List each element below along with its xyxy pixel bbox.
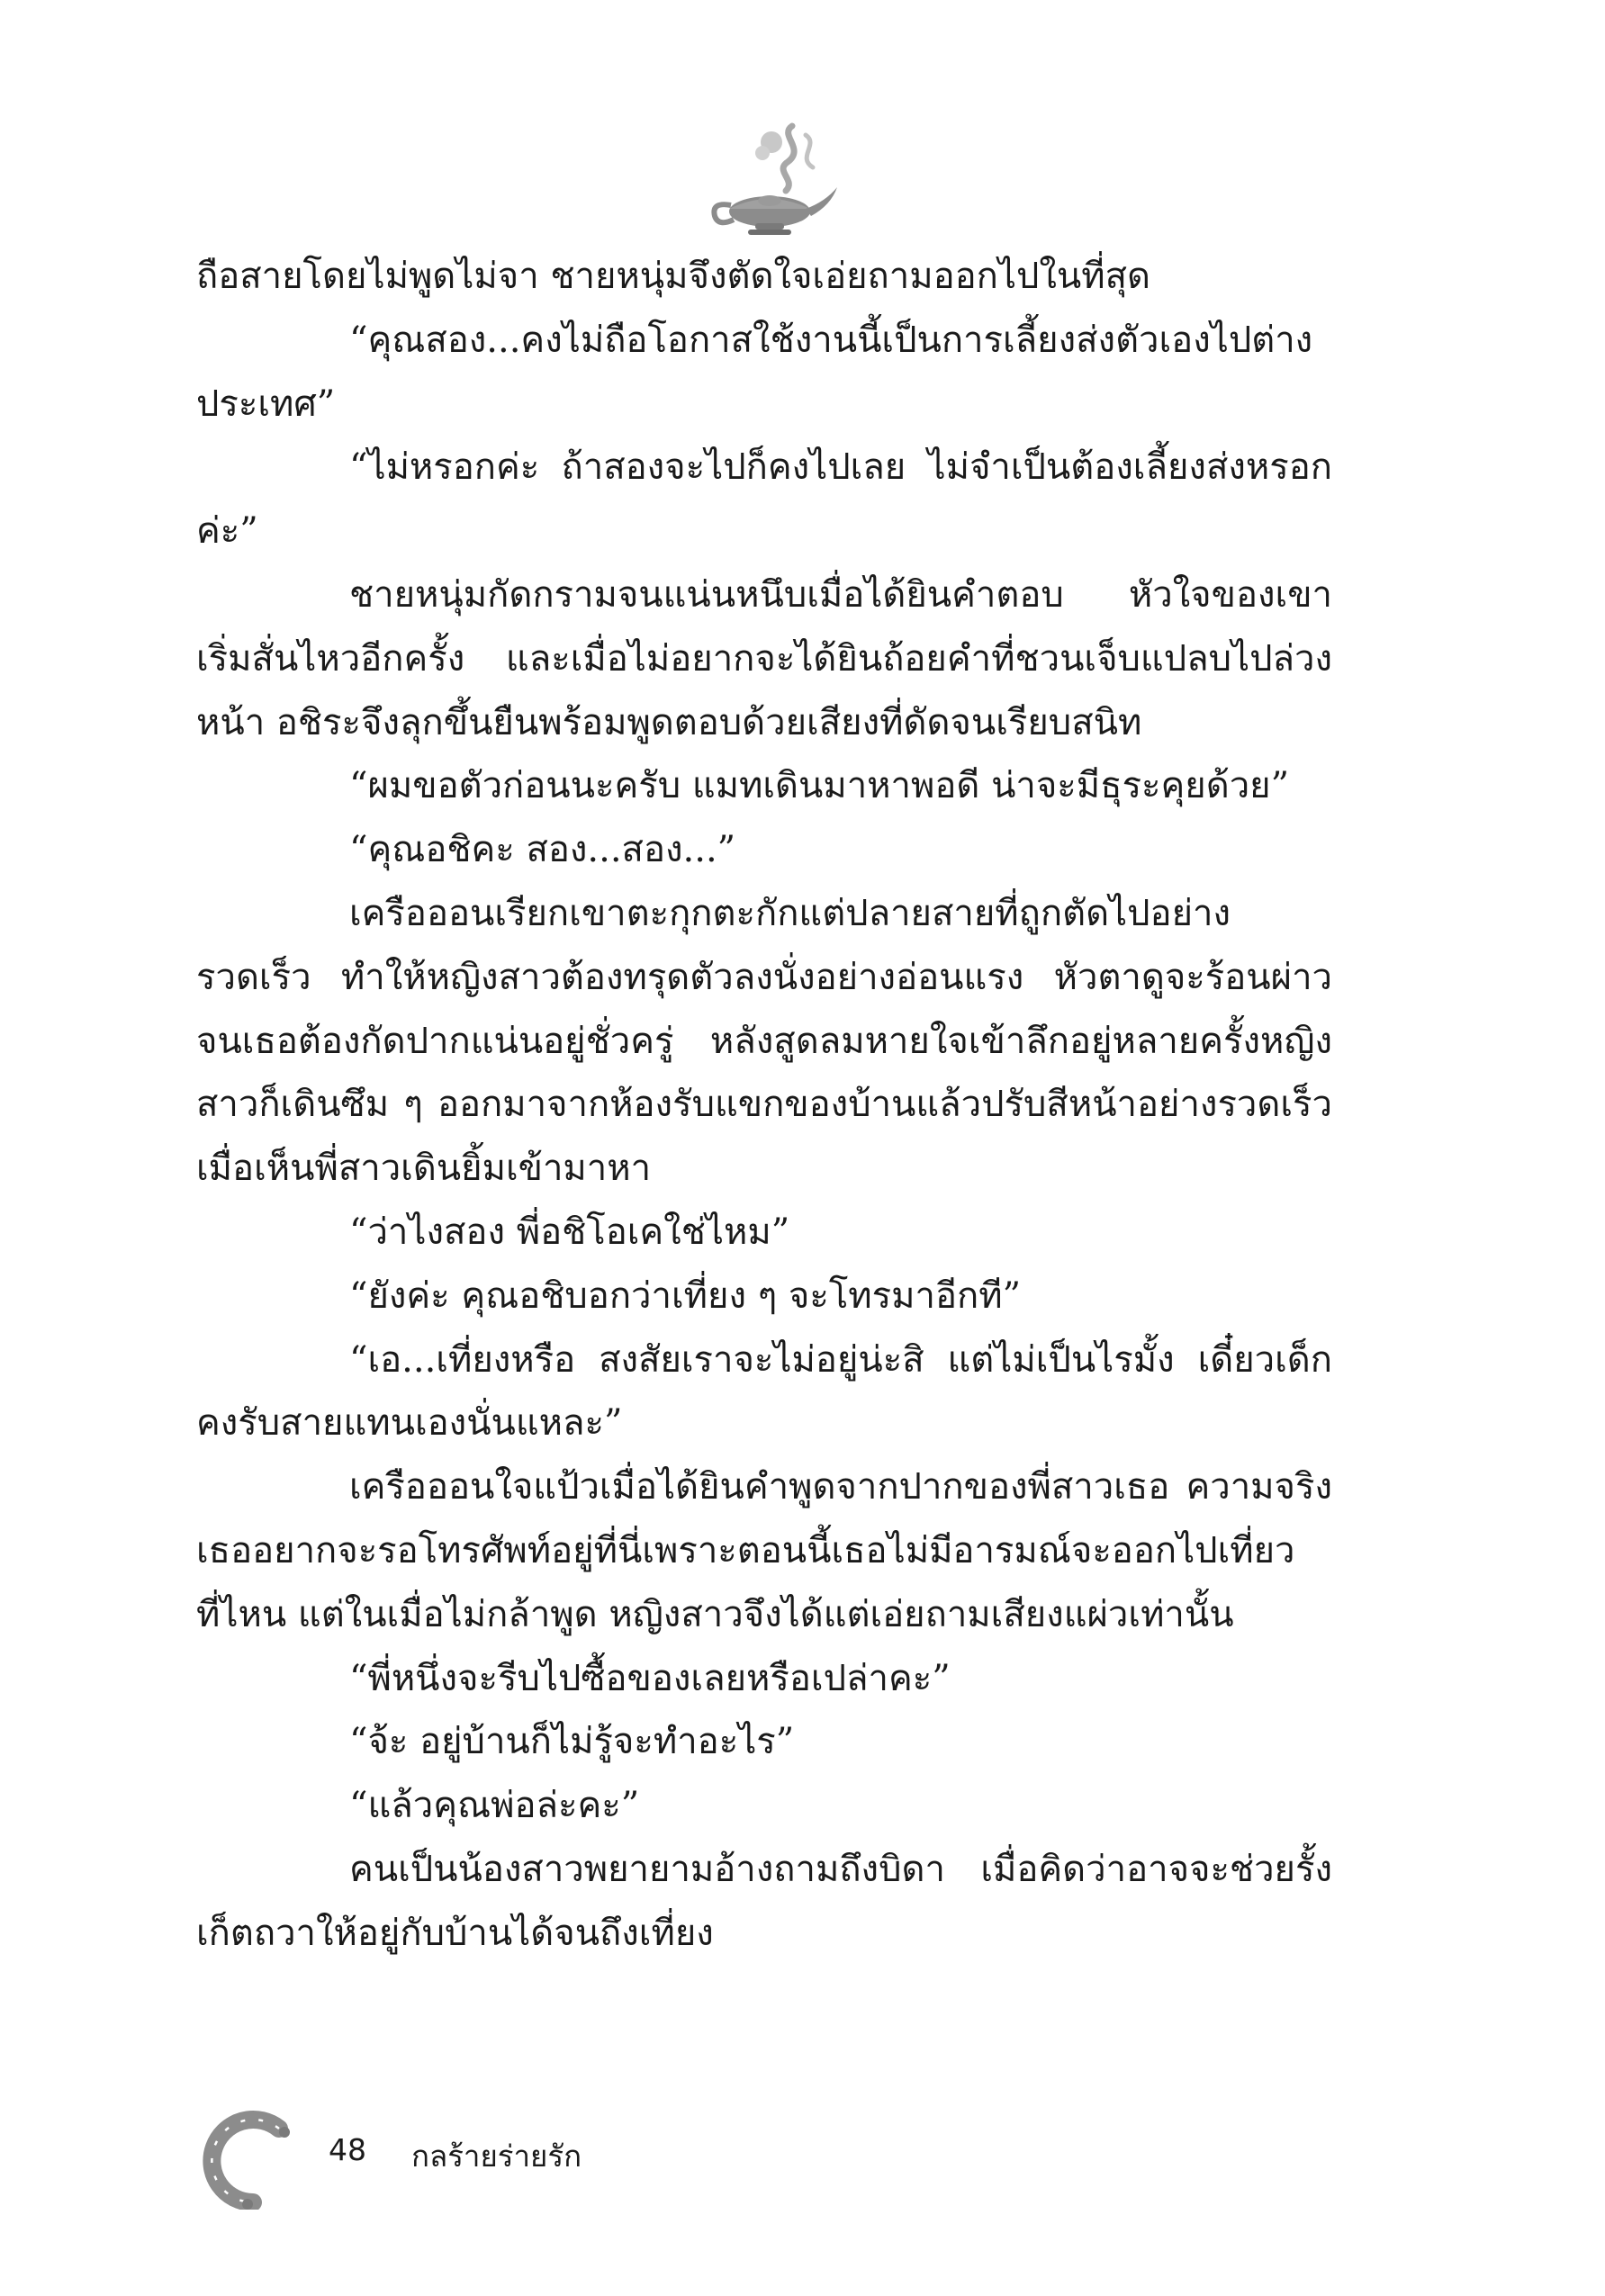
paragraph: เครือออนใจแป้วเมื่อได้ยินคำพูดจากปากของพี่สาวเธอ ความจริงเธออยากจะรอโทรศัพท์อยู่ที่นี่เพราะตอนนี้เธอไม่มีอารมณ์จะออกไปเที่ยวที่ไหน แต่ในเมื่อไม่กล้าพูด หญิงสาวจึงได้แต่เอ่ยถามเสียงแผ่วเท่านั้น bbox=[196, 1466, 1332, 1635]
book-title: กลร้ายร่ายรัก bbox=[411, 2138, 582, 2174]
paragraph: คนเป็นน้องสาวพยายามอ้างถามถึงบิดา เมื่อคิดว่าอาจจะช่วยรั้งเก็ตถวาให้อยู่กับบ้านได้จนถึงเที่ยง bbox=[196, 1848, 1332, 1954]
paragraph: “พี่หนึ่งจะรีบไปซื้อของเลยหรือเปล่าคะ” bbox=[349, 1657, 951, 1699]
genie-lamp-icon bbox=[707, 108, 842, 243]
paragraph: ชายหนุ่มกัดกรามจนแน่นหนึบเมื่อได้ยินคำตอบ หัวใจของเขาเริ่มสั่นไหวอีกครั้ง และเมื่อไม่อยากจะได้ยินถ้อยคำที่ชวนเจ็บแปลบไปล่วงหน้า อชิระจึงลุกขึ้นยืนพร้อมพูดตอบด้วยเสียงที่ดัดจนเรียบสนิท bbox=[196, 573, 1332, 743]
horseshoe-icon bbox=[194, 2102, 302, 2210]
page-footer bbox=[194, 2102, 824, 2210]
paragraph: ถือสายโดยไม่พูดไม่จา ชายหนุ่มจึงตัดใจเอ่ยถามออกไปในที่สุด bbox=[196, 256, 1150, 297]
paragraph: “เอ...เที่ยงหรือ สงสัยเราจะไม่อยู่น่ะสิ แต่ไม่เป็นไรมั้ง เดี๋ยวเด็กคงรับสายแทนเองนั่นแหละ” bbox=[196, 1338, 1332, 1445]
paragraph: “คุณอชิคะ สอง...สอง...” bbox=[349, 829, 736, 871]
paragraph: “จ้ะ อยู่บ้านก็ไม่รู้จะทำอะไร” bbox=[349, 1721, 795, 1763]
paragraph: เครือออนเรียกเขาตะกุกตะกักแต่ปลายสายที่ถูกตัดไปอย่างรวดเร็ว ทำให้หญิงสาวต้องทรุดตัวลงนั่งอย่างอ่อนแรง หัวตาดูจะร้อนผ่าวจนเธอต้องกัดปากแน่นอยู่ชั่วครู่ หลังสูดลมหายใจเข้าลึกอยู่หลายครั้งหญิงสาวก็เดินซึม ๆ ออกมาจากห้องรับแขกของบ้านแล้วปรับสีหน้าอย่างรวดเร็วเมื่อเห็นพี่สาวเดินยิ้มเข้ามาหา bbox=[196, 892, 1332, 1190]
paragraph: “ผมขอตัวก่อนนะครับ แมทเดินมาหาพอดี น่าจะมีธุระคุยด้วย” bbox=[349, 765, 1290, 807]
paragraph: “แล้วคุณพ่อล่ะคะ” bbox=[349, 1785, 640, 1827]
paragraph: “ไม่หรอกค่ะ ถ้าสองจะไปก็คงไปเลย ไม่จำเป็นต้องเลี้ยงส่งหรอกค่ะ” bbox=[196, 446, 1332, 553]
paragraph: “ยังค่ะ คุณอชิบอกว่าเที่ยง ๆ จะโทรมาอีกที” bbox=[349, 1274, 1022, 1317]
paragraph: “คุณสอง...คงไม่ถือโอกาสใช้งานนี้เป็นการเลี้ยงส่งตัวเองไปต่างประเทศ” bbox=[196, 319, 1313, 425]
paragraph: “ว่าไงสอง พี่อชิโอเคใช่ไหม” bbox=[349, 1211, 790, 1253]
page-number: 48 bbox=[329, 2132, 366, 2167]
body-text bbox=[196, 245, 1332, 1966]
